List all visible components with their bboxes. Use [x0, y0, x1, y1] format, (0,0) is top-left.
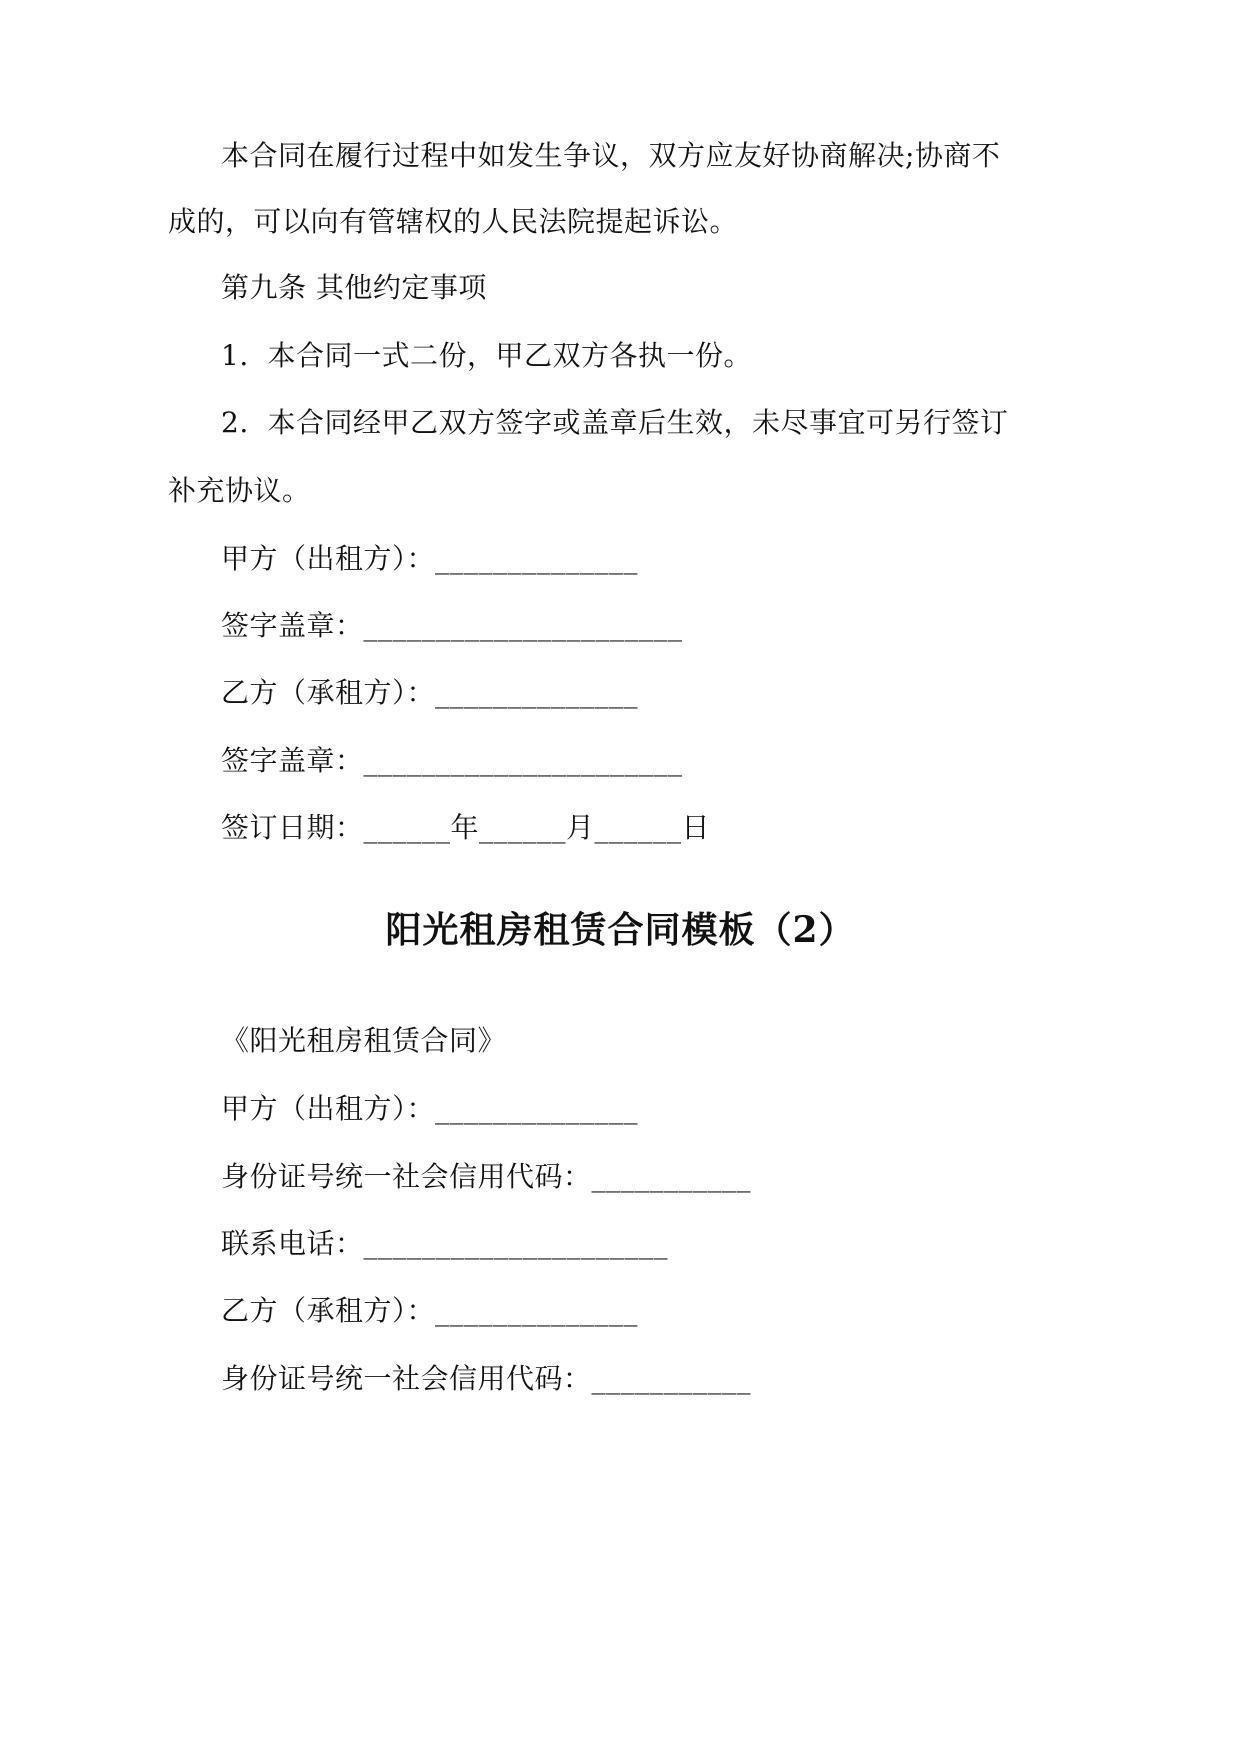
- party-b-lessee-field-2: 乙方（承租方）：______________: [221, 1294, 639, 1327]
- party-a-phone-field: 联系电话：_____________________: [221, 1227, 669, 1260]
- signing-date-field: 签订日期：______年______月______日: [221, 811, 711, 844]
- party-a-signature-field: 签字盖章：______________________: [221, 609, 683, 642]
- article-9-item-1: 1. 本合同一式二份，甲乙双方各执一份。: [221, 339, 753, 372]
- dispute-clause-line-2: 成的，可以向有管辖权的人民法院提起诉讼。: [168, 205, 739, 238]
- document-title: 阳光租房租赁合同模板（2）: [385, 909, 856, 951]
- article-9-item-2-line-1: 2. 本合同经甲乙双方签字或盖章后生效，未尽事宜可另行签订: [221, 406, 1009, 439]
- article-9-heading: 第九条 其他约定事项: [221, 271, 487, 304]
- party-b-lessee-field: 乙方（承租方）：______________: [221, 676, 639, 709]
- party-a-id-code-field: 身份证号统一社会信用代码：___________: [221, 1160, 752, 1193]
- party-a-lessor-field: 甲方（出租方）：______________: [221, 542, 639, 575]
- party-b-id-code-field: 身份证号统一社会信用代码：___________: [221, 1362, 752, 1395]
- contract-name: 《阳光租房租赁合同》: [221, 1024, 507, 1057]
- article-9-item-2-line-2: 补充协议。: [168, 474, 311, 507]
- party-b-signature-field: 签字盖章：______________________: [221, 744, 683, 777]
- dispute-clause-line-1: 本合同在履行过程中如发生争议，双方应友好协商解决;协商不: [221, 139, 1001, 172]
- party-a-lessor-field-2: 甲方（出租方）：______________: [221, 1092, 639, 1125]
